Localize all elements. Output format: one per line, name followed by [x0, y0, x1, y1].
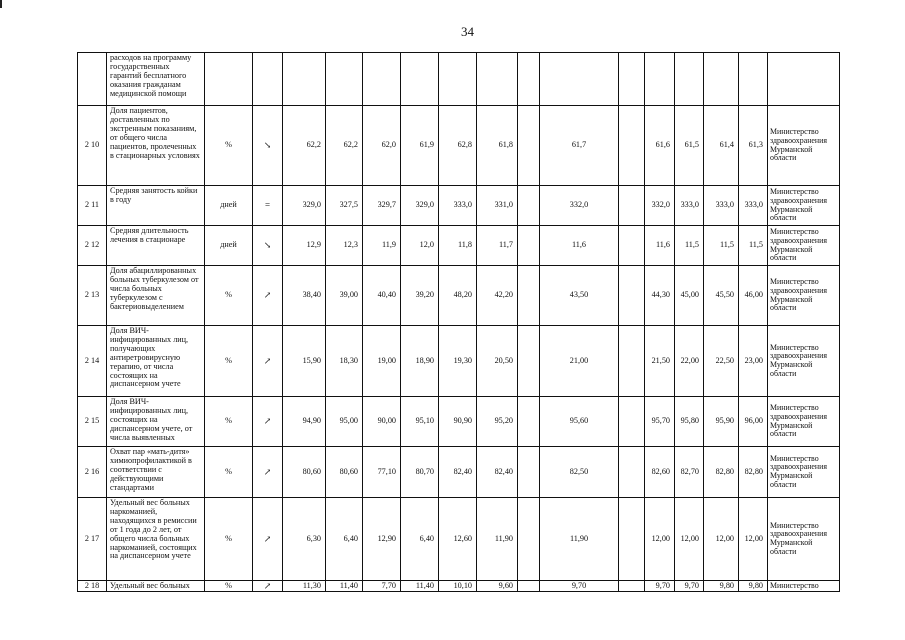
row-number: 2 16 — [78, 447, 107, 498]
value-cell: 19,30 — [439, 326, 477, 397]
responsible-org: Министерство здравоохранения Мурманской области — [768, 447, 840, 498]
empty-cell — [619, 106, 645, 186]
value-cell: 40,40 — [363, 266, 401, 326]
table-row — [78, 498, 840, 581]
value-cell: 18,90 — [401, 326, 439, 397]
indicator-name: Доля абациллированных больных туберкулезом от числа больных туберкулезом с бактериовыделением — [107, 266, 205, 326]
unit-cell — [205, 53, 253, 106]
value-cell: 329,7 — [363, 186, 401, 226]
value-cell: 95,20 — [477, 397, 518, 447]
value-cell: 82,70 — [675, 447, 704, 498]
empty-cell — [619, 581, 645, 592]
value-cell: 12,00 — [645, 498, 675, 581]
value-cell: 9,80 — [739, 581, 768, 592]
value-cell: 15,90 — [283, 326, 326, 397]
value-cell: 11,6 — [540, 226, 619, 266]
responsible-org: Министерство здравоохранения Мурманской области — [768, 226, 840, 266]
value-cell: 95,00 — [326, 397, 363, 447]
table-row — [78, 106, 840, 186]
value-cell: 9,60 — [477, 581, 518, 592]
value-cell: 12,00 — [739, 498, 768, 581]
value-cell: 95,70 — [645, 397, 675, 447]
unit-cell: % — [205, 447, 253, 498]
trend-arrow-icon: ↗ — [253, 498, 283, 581]
empty-cell — [619, 498, 645, 581]
row-number — [78, 53, 107, 106]
value-cell: 61,3 — [739, 106, 768, 186]
value-cell — [363, 53, 401, 106]
trend-arrow-icon: ↗ — [253, 266, 283, 326]
value-cell: 11,5 — [675, 226, 704, 266]
value-cell: 12,90 — [363, 498, 401, 581]
unit-cell: дней — [205, 186, 253, 226]
value-cell: 62,8 — [439, 106, 477, 186]
empty-cell — [619, 447, 645, 498]
unit-cell: % — [205, 397, 253, 447]
value-cell: 332,0 — [645, 186, 675, 226]
value-cell: 95,10 — [401, 397, 439, 447]
value-cell: 61,8 — [477, 106, 518, 186]
value-cell: 62,0 — [363, 106, 401, 186]
indicator-name: Удельный вес больных наркоманией, находящихся в ремиссии от 1 года до 2 лет, от общего числа больных наркоманией, состоящих на диспансерном учете — [107, 498, 205, 581]
value-cell: 61,9 — [401, 106, 439, 186]
value-cell: 95,80 — [675, 397, 704, 447]
row-number: 2 11 — [78, 186, 107, 226]
value-cell: 19,00 — [363, 326, 401, 397]
indicator-name: Удельный вес больных — [107, 581, 205, 592]
value-cell: 20,50 — [477, 326, 518, 397]
indicator-name: Доля пациентов, доставленных по экстренным показаниям, от общего числа пациентов, пролеченных в стационарных условиях — [107, 106, 205, 186]
value-cell: 11,7 — [477, 226, 518, 266]
value-cell: 12,9 — [283, 226, 326, 266]
table-row — [78, 581, 840, 592]
value-cell: 11,40 — [326, 581, 363, 592]
unit-cell: дней — [205, 226, 253, 266]
value-cell: 43,50 — [540, 266, 619, 326]
empty-cell — [518, 326, 540, 397]
value-cell: 80,60 — [283, 447, 326, 498]
value-cell: 11,30 — [283, 581, 326, 592]
value-cell: 11,9 — [363, 226, 401, 266]
table-row — [78, 53, 840, 106]
value-cell: 82,60 — [645, 447, 675, 498]
trend-arrow-icon: = — [253, 186, 283, 226]
value-cell: 12,0 — [401, 226, 439, 266]
responsible-org: Министерство здравоохранения Мурманской области — [768, 106, 840, 186]
indicator-name: Средняя длительность лечения в стационаре — [107, 226, 205, 266]
empty-cell — [619, 53, 645, 106]
table-row — [78, 226, 840, 266]
indicator-name: Доля ВИЧ-инфицированных лиц, состоящих на диспансерном учете, от числа выявленных — [107, 397, 205, 447]
value-cell: 21,50 — [645, 326, 675, 397]
empty-cell — [518, 498, 540, 581]
value-cell: 11,6 — [645, 226, 675, 266]
indicator-name: Доля ВИЧ-инфицированных лиц, получающих антиретровирусную терапию, от числа состоящих на диспансерном учете — [107, 326, 205, 397]
empty-cell — [619, 226, 645, 266]
value-cell — [401, 53, 439, 106]
value-cell — [326, 53, 363, 106]
value-cell: 9,70 — [645, 581, 675, 592]
value-cell: 11,5 — [739, 226, 768, 266]
table-row — [78, 186, 840, 226]
corner-mark — [0, 0, 2, 8]
value-cell: 9,70 — [675, 581, 704, 592]
value-cell: 82,40 — [439, 447, 477, 498]
unit-cell: % — [205, 266, 253, 326]
value-cell: 6,30 — [283, 498, 326, 581]
value-cell: 11,40 — [401, 581, 439, 592]
value-cell: 77,10 — [363, 447, 401, 498]
empty-cell — [619, 266, 645, 326]
value-cell: 95,60 — [540, 397, 619, 447]
value-cell: 45,50 — [704, 266, 739, 326]
trend-arrow-icon: ↗ — [253, 447, 283, 498]
row-number: 2 17 — [78, 498, 107, 581]
trend-arrow-icon: ↗ — [253, 397, 283, 447]
value-cell: 39,20 — [401, 266, 439, 326]
value-cell: 12,3 — [326, 226, 363, 266]
value-cell: 62,2 — [283, 106, 326, 186]
empty-cell — [518, 226, 540, 266]
value-cell: 22,00 — [675, 326, 704, 397]
responsible-org: Министерство здравоохранения Мурманской области — [768, 397, 840, 447]
row-number: 2 13 — [78, 266, 107, 326]
value-cell: 82,40 — [477, 447, 518, 498]
value-cell: 82,50 — [540, 447, 619, 498]
page-number: 34 — [461, 24, 474, 39]
value-cell: 331,0 — [477, 186, 518, 226]
table-row — [78, 326, 840, 397]
value-cell: 62,2 — [326, 106, 363, 186]
value-cell: 38,40 — [283, 266, 326, 326]
value-cell: 23,00 — [739, 326, 768, 397]
indicator-name: Охват пар «мать-дитя» химиопрофилактикой в соответствии с действующими стандартами — [107, 447, 205, 498]
responsible-org: Министерство здравоохранения Мурманской области — [768, 186, 840, 226]
empty-cell — [518, 186, 540, 226]
value-cell: 11,5 — [704, 226, 739, 266]
value-cell: 9,80 — [704, 581, 739, 592]
value-cell: 95,90 — [704, 397, 739, 447]
value-cell: 44,30 — [645, 266, 675, 326]
value-cell — [704, 53, 739, 106]
responsible-org: Министерство здравоохранения Мурманской области — [768, 498, 840, 581]
table-row — [78, 397, 840, 447]
unit-cell: % — [205, 106, 253, 186]
unit-cell: % — [205, 498, 253, 581]
value-cell: 18,30 — [326, 326, 363, 397]
value-cell: 46,00 — [739, 266, 768, 326]
trend-arrow-icon: ↗ — [253, 326, 283, 397]
empty-cell — [518, 581, 540, 592]
empty-cell — [518, 266, 540, 326]
empty-cell — [619, 326, 645, 397]
empty-cell — [518, 53, 540, 106]
empty-cell — [518, 447, 540, 498]
value-cell: 61,7 — [540, 106, 619, 186]
table-row — [78, 447, 840, 498]
value-cell: 94,90 — [283, 397, 326, 447]
empty-cell — [619, 186, 645, 226]
trend-arrow-icon: ↗ — [253, 581, 283, 592]
value-cell: 333,0 — [739, 186, 768, 226]
value-cell: 332,0 — [540, 186, 619, 226]
empty-cell — [619, 397, 645, 447]
indicator-name: расходов на программу государственных гарантий бесплатного оказания гражданам медицинской помощи — [107, 53, 205, 106]
value-cell: 11,90 — [540, 498, 619, 581]
responsible-org — [768, 53, 840, 106]
value-cell — [439, 53, 477, 106]
value-cell: 82,80 — [704, 447, 739, 498]
value-cell: 333,0 — [675, 186, 704, 226]
row-number: 2 14 — [78, 326, 107, 397]
value-cell: 96,00 — [739, 397, 768, 447]
value-cell: 11,90 — [477, 498, 518, 581]
value-cell: 333,0 — [439, 186, 477, 226]
value-cell: 12,00 — [704, 498, 739, 581]
value-cell: 22,50 — [704, 326, 739, 397]
value-cell: 6,40 — [326, 498, 363, 581]
value-cell: 6,40 — [401, 498, 439, 581]
value-cell: 21,00 — [540, 326, 619, 397]
value-cell: 39,00 — [326, 266, 363, 326]
indicators-table — [77, 52, 840, 592]
trend-arrow-icon — [253, 53, 283, 106]
value-cell: 90,90 — [439, 397, 477, 447]
value-cell — [540, 53, 619, 106]
row-number: 2 15 — [78, 397, 107, 447]
value-cell: 61,4 — [704, 106, 739, 186]
responsible-org: Министерство — [768, 581, 840, 592]
trend-arrow-icon: ↘ — [253, 226, 283, 266]
row-number: 2 18 — [78, 581, 107, 592]
value-cell: 90,00 — [363, 397, 401, 447]
trend-arrow-icon: ↘ — [253, 106, 283, 186]
value-cell: 7,70 — [363, 581, 401, 592]
empty-cell — [518, 106, 540, 186]
value-cell: 80,70 — [401, 447, 439, 498]
table-row — [78, 266, 840, 326]
value-cell: 327,5 — [326, 186, 363, 226]
value-cell: 333,0 — [704, 186, 739, 226]
value-cell — [675, 53, 704, 106]
value-cell — [283, 53, 326, 106]
responsible-org: Министерство здравоохранения Мурманской области — [768, 326, 840, 397]
value-cell — [739, 53, 768, 106]
row-number: 2 12 — [78, 226, 107, 266]
value-cell — [477, 53, 518, 106]
value-cell: 45,00 — [675, 266, 704, 326]
value-cell: 42,20 — [477, 266, 518, 326]
value-cell: 329,0 — [401, 186, 439, 226]
value-cell: 12,60 — [439, 498, 477, 581]
value-cell: 12,00 — [675, 498, 704, 581]
unit-cell: % — [205, 581, 253, 592]
value-cell: 10,10 — [439, 581, 477, 592]
value-cell: 11,8 — [439, 226, 477, 266]
value-cell — [645, 53, 675, 106]
value-cell: 61,5 — [675, 106, 704, 186]
indicator-name: Средняя занятость койки в году — [107, 186, 205, 226]
value-cell: 80,60 — [326, 447, 363, 498]
empty-cell — [518, 397, 540, 447]
value-cell: 61,6 — [645, 106, 675, 186]
value-cell: 9,70 — [540, 581, 619, 592]
row-number: 2 10 — [78, 106, 107, 186]
responsible-org: Министерство здравоохранения Мурманской области — [768, 266, 840, 326]
value-cell: 82,80 — [739, 447, 768, 498]
unit-cell: % — [205, 326, 253, 397]
value-cell: 48,20 — [439, 266, 477, 326]
value-cell: 329,0 — [283, 186, 326, 226]
